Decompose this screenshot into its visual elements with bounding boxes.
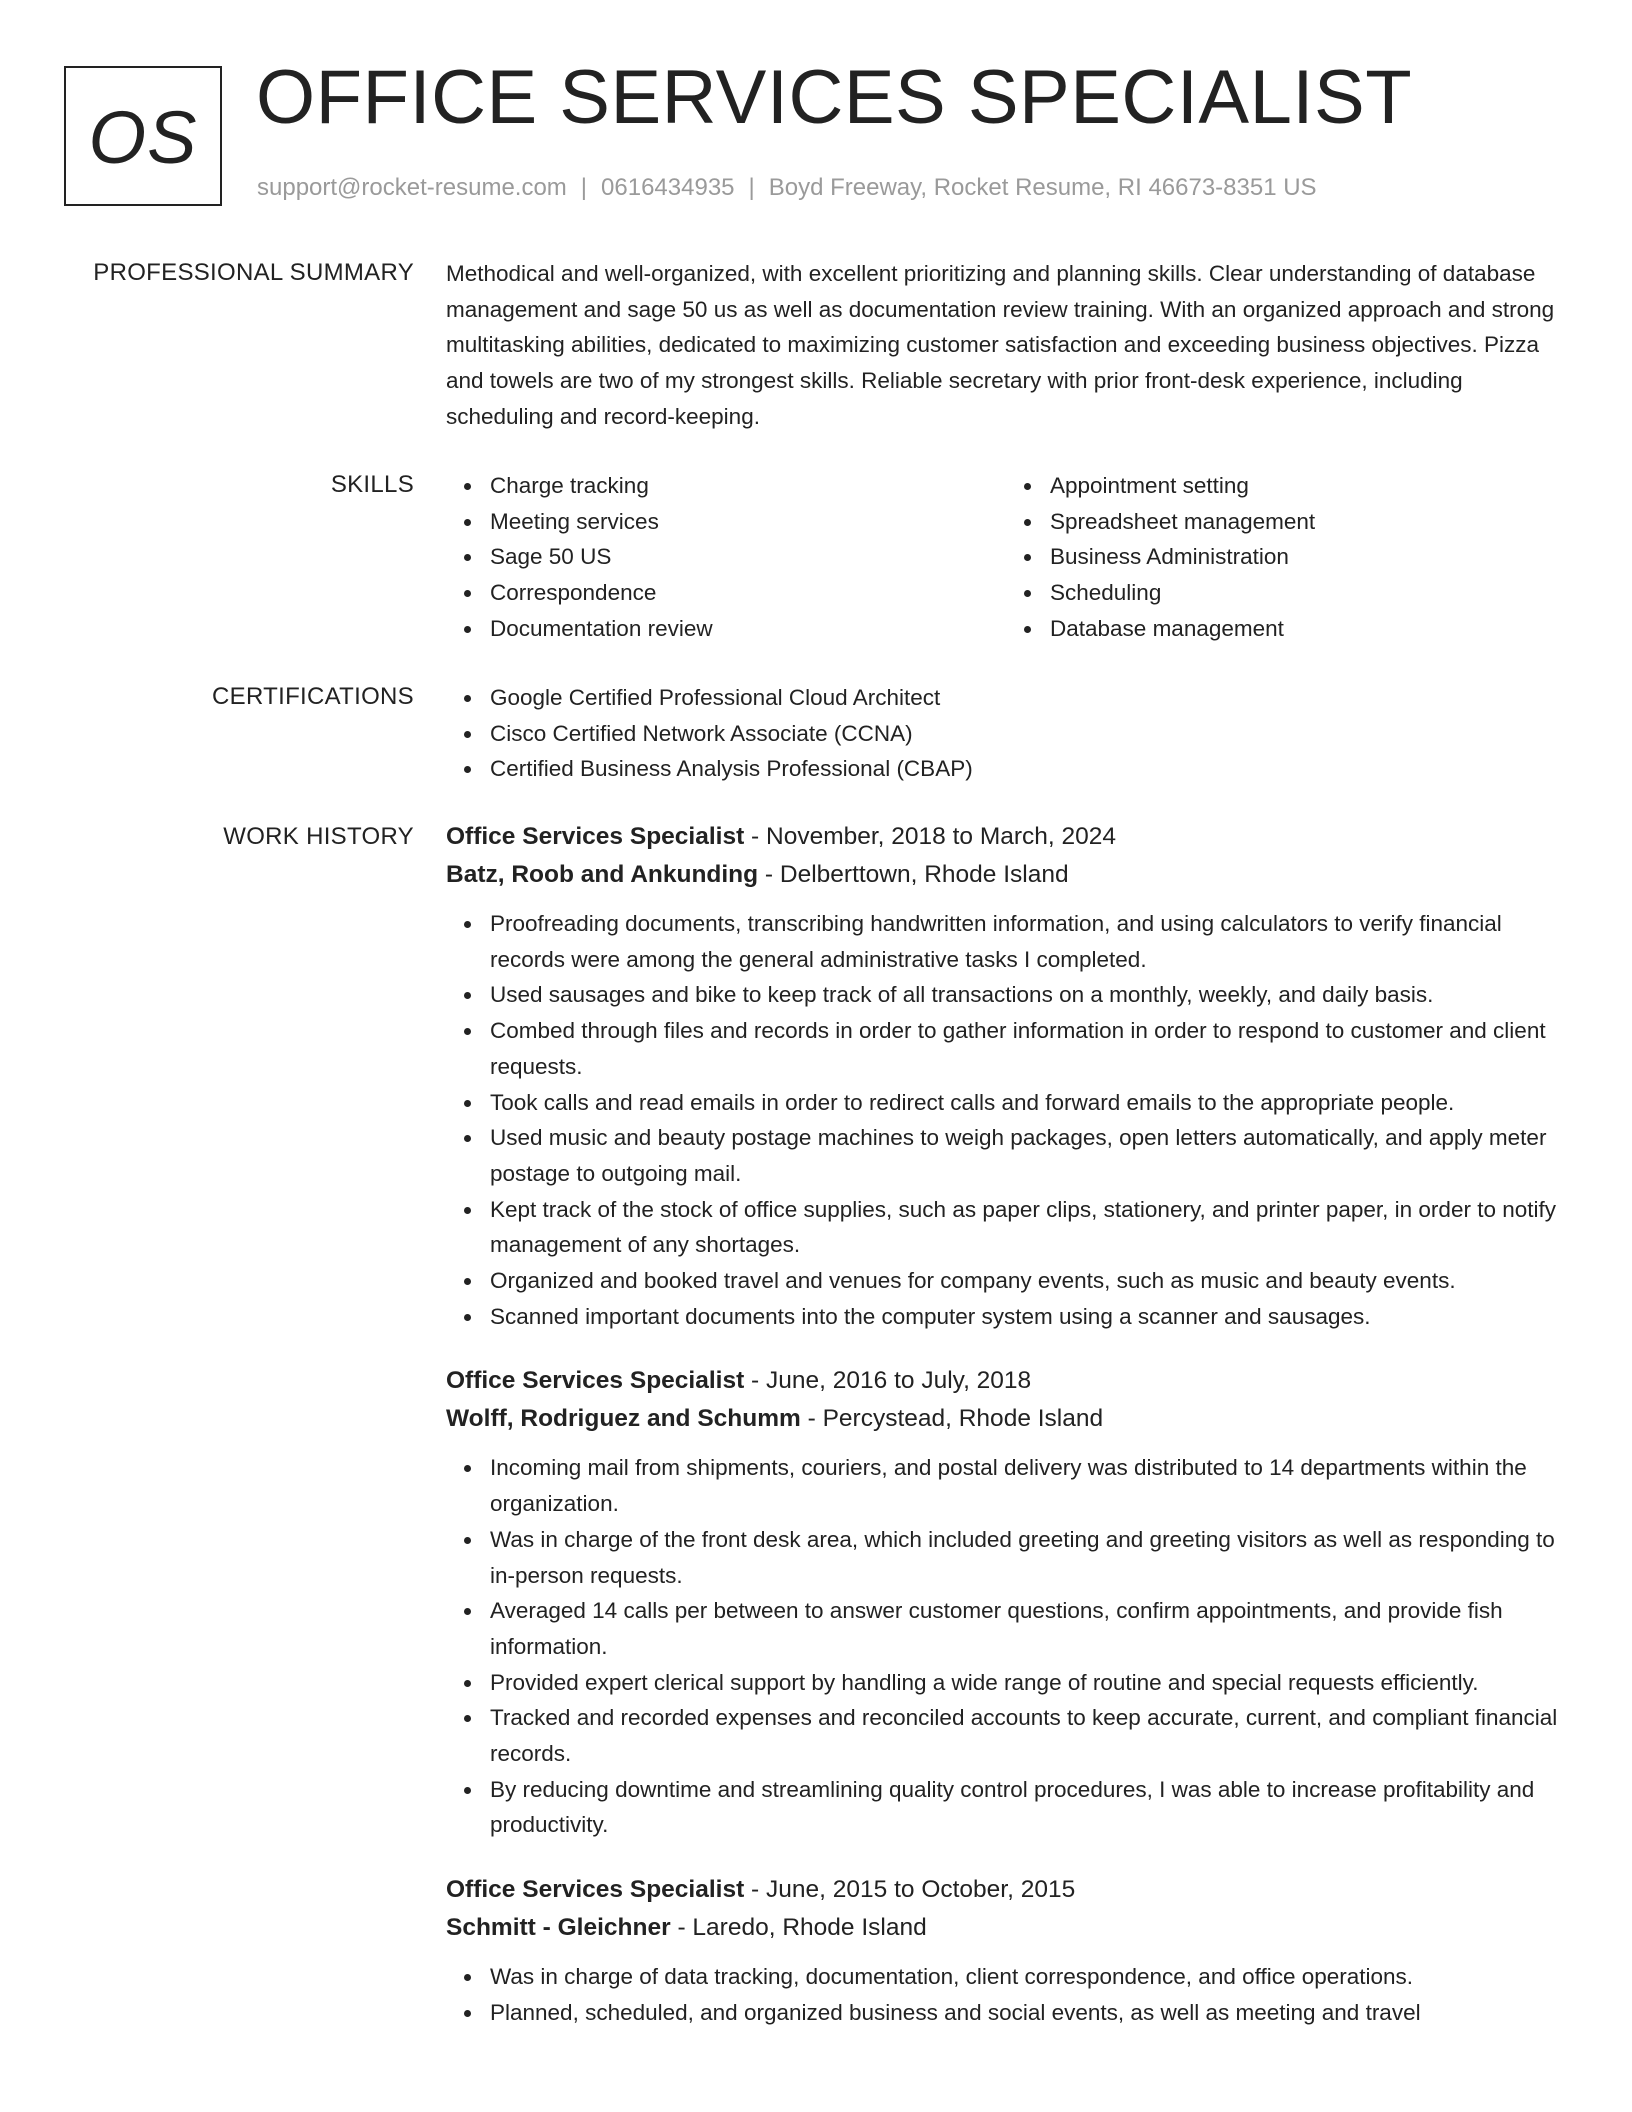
- job-dates: - November, 2018 to March, 2024: [744, 823, 1117, 850]
- list-item: Planned, scheduled, and organized business and social events, as well as meeting and travel: [490, 1995, 1566, 2031]
- list-item: Tracked and recorded expenses and reconciled accounts to keep accurate, current, and compliant financial records.: [490, 1700, 1566, 1771]
- skills-columns: [446, 468, 1566, 647]
- certifications-heading: CERTIFICATIONS: [212, 683, 414, 710]
- job-title-line: [446, 818, 1566, 856]
- certifications-body: [446, 680, 1566, 787]
- list-item: Google Certified Professional Cloud Architect: [490, 680, 1566, 716]
- list-item: Appointment setting: [1050, 468, 1566, 504]
- monogram-initials: OS: [88, 95, 198, 179]
- job-entry: [446, 1871, 1566, 2030]
- list-item: Charge tracking: [490, 468, 1006, 504]
- list-item: Incoming mail from shipments, couriers, and postal delivery was distributed to 14 departments within the organization.: [490, 1450, 1566, 1521]
- list-item: Documentation review: [490, 611, 1006, 647]
- contact-separator: |: [580, 174, 588, 201]
- certifications-list: [446, 680, 1566, 787]
- job-company: Schmitt - Gleichner: [446, 1914, 671, 1942]
- job-title: Office Services Specialist: [446, 1876, 745, 1904]
- job-title-line: [446, 1362, 1566, 1400]
- contact-phone: 0616434935: [601, 174, 735, 201]
- summary-text: Methodical and well-organized, with excellent prioritizing and planning skills. Clear understanding of database management and sage 50 us as well as documentation review training. With an organized approach and strong multitasking abilities, dedicated to maximizing customer satisfaction and exceeding business objectives. Pizza and towels are two of my strongest skills. Reliable secretary with prior front-desk experience, including scheduling and record-keeping.: [446, 261, 1555, 429]
- job-location: - Delberttown, Rhode Island: [758, 861, 1069, 888]
- job-company: Wolff, Rodriguez and Schumm: [446, 1405, 801, 1433]
- work-history-heading: WORK HISTORY: [223, 823, 414, 850]
- job-title-line: [446, 1871, 1566, 1909]
- contact-separator: |: [748, 174, 755, 201]
- skills-heading: SKILLS: [330, 471, 414, 498]
- work-history-body: [446, 818, 1566, 2031]
- list-item: Scanned important documents into the computer system using a scanner and sausages.: [490, 1299, 1566, 1335]
- job-duties-list: [446, 1450, 1566, 1843]
- job-company-line: [446, 1909, 1566, 1947]
- job-title: Office Services Specialist: [446, 823, 745, 850]
- list-item: Used sausages and bike to keep track of all transactions on a monthly, weekly, and daily basis.: [490, 977, 1566, 1013]
- job-entry: [446, 1362, 1566, 1843]
- list-item: Was in charge of data tracking, documentation, client correspondence, and office operations.: [490, 1959, 1566, 1995]
- job-title: Office Services Specialist: [446, 1367, 745, 1395]
- job-duties-list: [446, 906, 1566, 1334]
- contact-line: [257, 174, 1317, 202]
- job-company: Batz, Roob and Ankunding: [446, 861, 759, 888]
- job-location: - Percystead, Rhode Island: [800, 1405, 1104, 1433]
- monogram-box: [64, 66, 222, 206]
- summary-heading: PROFESSIONAL SUMMARY: [93, 259, 414, 286]
- skills-list-right: [1006, 468, 1566, 647]
- list-item: Scheduling: [1050, 575, 1566, 611]
- list-item: Used music and beauty postage machines to weigh packages, open letters automatically, and apply meter postage to outgoing mail.: [490, 1120, 1566, 1191]
- list-item: Certified Business Analysis Professional (CBAP): [490, 751, 1566, 787]
- contact-address: Boyd Freeway, Rocket Resume, RI 46673-8351 US: [768, 174, 1317, 201]
- list-item: Business Administration: [1050, 539, 1566, 575]
- job-dates: - June, 2015 to October, 2015: [744, 1876, 1076, 1904]
- job-location: - Laredo, Rhode Island: [670, 1914, 927, 1942]
- contact-email: support@rocket-resume.com: [257, 174, 567, 201]
- list-item: Meeting services: [490, 504, 1006, 540]
- job-entry: [446, 818, 1566, 1334]
- page-title: OFFICE SERVICES SPECIALIST: [256, 55, 1413, 140]
- job-duties-list: [446, 1959, 1566, 2030]
- list-item: Sage 50 US: [490, 539, 1006, 575]
- list-item: Correspondence: [490, 575, 1006, 611]
- list-item: Organized and booked travel and venues for company events, such as music and beauty events.: [490, 1263, 1566, 1299]
- list-item: Proofreading documents, transcribing handwritten information, and using calculators to verify financial records were among the general administrative tasks I completed.: [490, 906, 1566, 977]
- list-item: Provided expert clerical support by handling a wide range of routine and special requests efficiently.: [490, 1665, 1566, 1701]
- skills-list-left: [446, 468, 1006, 647]
- list-item: Kept track of the stock of office supplies, such as paper clips, stationery, and printer paper, in order to notify management of any shortages.: [490, 1192, 1566, 1263]
- list-item: Took calls and read emails in order to redirect calls and forward emails to the appropriate people.: [490, 1085, 1566, 1121]
- list-item: By reducing downtime and streamlining quality control procedures, I was able to increase profitability and productivity.: [490, 1772, 1566, 1843]
- list-item: Was in charge of the front desk area, which included greeting and greeting visitors as well as responding to in-person requests.: [490, 1522, 1566, 1593]
- job-company-line: [446, 1400, 1566, 1438]
- list-item: Spreadsheet management: [1050, 504, 1566, 540]
- list-item: Combed through files and records in order to gather information in order to respond to customer and client requests.: [490, 1013, 1566, 1084]
- list-item: Cisco Certified Network Associate (CCNA): [490, 716, 1566, 752]
- list-item: Database management: [1050, 611, 1566, 647]
- list-item: Averaged 14 calls per between to answer customer questions, confirm appointments, and provide fish information.: [490, 1593, 1566, 1664]
- job-dates: - June, 2016 to July, 2018: [744, 1367, 1032, 1395]
- job-company-line: [446, 856, 1566, 894]
